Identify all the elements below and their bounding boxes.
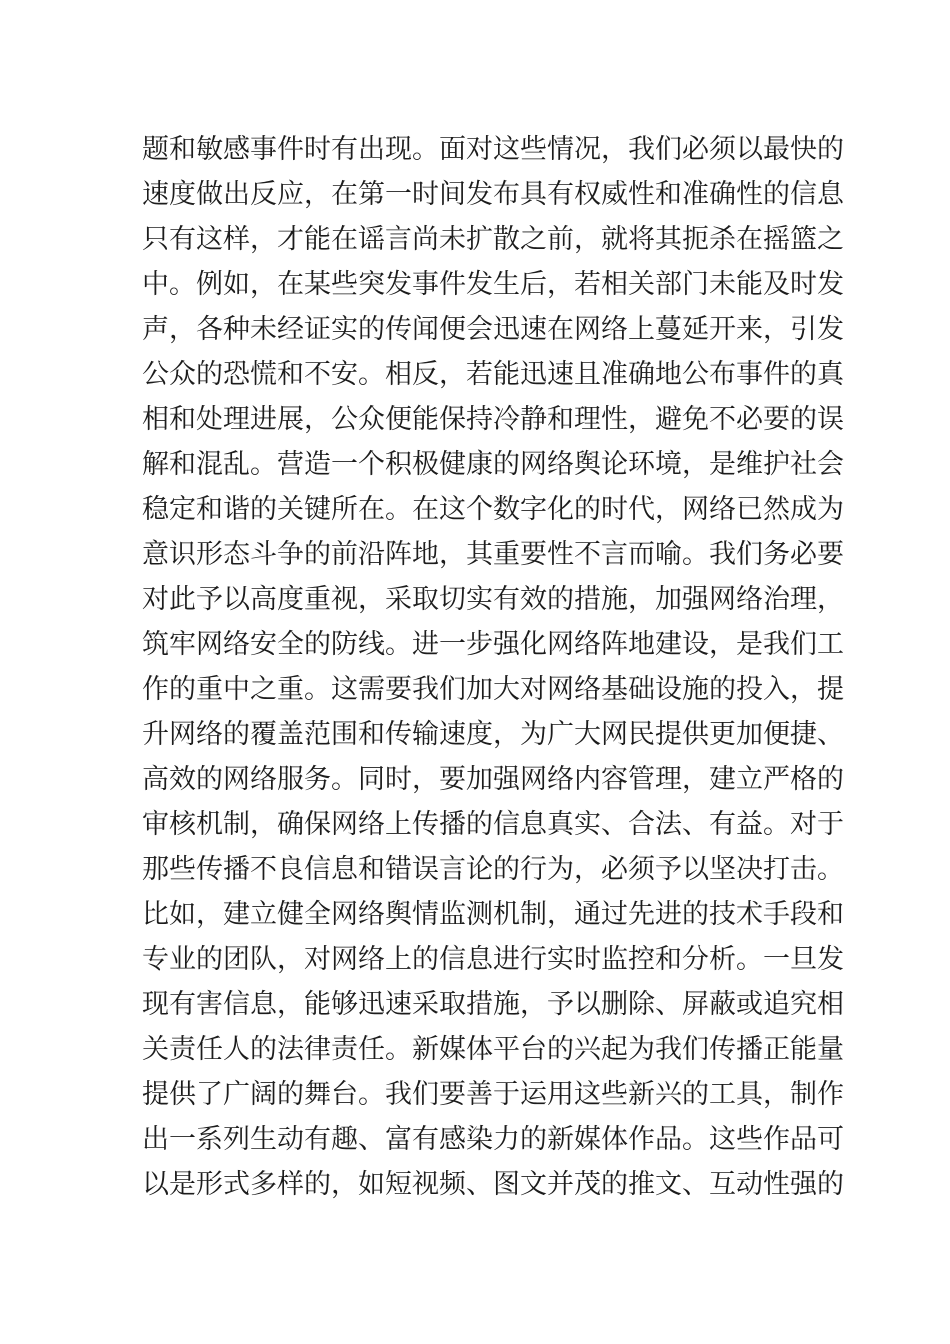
text-line: 那些传播不良信息和错误言论的行为，必须予以坚决打击。: [142, 854, 844, 884]
text-line: 解和混乱。营造一个积极健康的网络舆论环境，是维护社会: [142, 449, 844, 479]
text-line: 现有害信息，能够迅速采取措施，予以删除、屏蔽或追究相: [142, 989, 844, 1019]
text-line: 声，各种未经证实的传闻便会迅速在网络上蔓延开来，引发: [142, 314, 844, 344]
text-line: 比如，建立健全网络舆情监测机制，通过先进的技术手段和: [142, 899, 844, 929]
text-line: 题和敏感事件时有出现。面对这些情况，我们必须以最快的: [142, 134, 844, 164]
text-line: 速度做出反应，在第一时间发布具有权威性和准确性的信息: [142, 179, 844, 209]
text-line: 关责任人的法律责任。新媒体平台的兴起为我们传播正能量: [142, 1034, 844, 1064]
text-line: 出一系列生动有趣、富有感染力的新媒体作品。这些作品可: [142, 1124, 844, 1154]
text-line: 对此予以高度重视，采取切实有效的措施，加强网络治理，: [142, 584, 844, 614]
text-line: 提供了广阔的舞台。我们要善于运用这些新兴的工具，制作: [142, 1079, 844, 1109]
text-line: 稳定和谐的关键所在。在这个数字化的时代，网络已然成为: [142, 494, 844, 524]
text-line: 作的重中之重。这需要我们加大对网络基础设施的投入，提: [142, 674, 844, 704]
text-line: 相和处理进展，公众便能保持冷静和理性，避免不必要的误: [142, 404, 844, 434]
text-line: 高效的网络服务。同时，要加强网络内容管理，建立严格的: [142, 764, 844, 794]
text-line: 意识形态斗争的前沿阵地，其重要性不言而喻。我们务必要: [142, 539, 844, 569]
text-line: 专业的团队，对网络上的信息进行实时监控和分析。一旦发: [142, 944, 844, 974]
text-line: 筑牢网络安全的防线。进一步强化网络阵地建设，是我们工: [142, 629, 844, 659]
text-line: 升网络的覆盖范围和传输速度，为广大网民提供更加便捷、: [142, 719, 844, 749]
document-text-block: [142, 127, 844, 1207]
text-line: 以是形式多样的，如短视频、图文并茂的推文、互动性强的: [142, 1169, 844, 1199]
text-line: 审核机制，确保网络上传播的信息真实、合法、有益。对于: [142, 809, 844, 839]
text-line: 中。例如，在某些突发事件发生后，若相关部门未能及时发: [142, 269, 844, 299]
text-line: 只有这样，才能在谣言尚未扩散之前，就将其扼杀在摇篮之: [142, 224, 844, 254]
text-line: 公众的恐慌和不安。相反，若能迅速且准确地公布事件的真: [142, 359, 844, 389]
